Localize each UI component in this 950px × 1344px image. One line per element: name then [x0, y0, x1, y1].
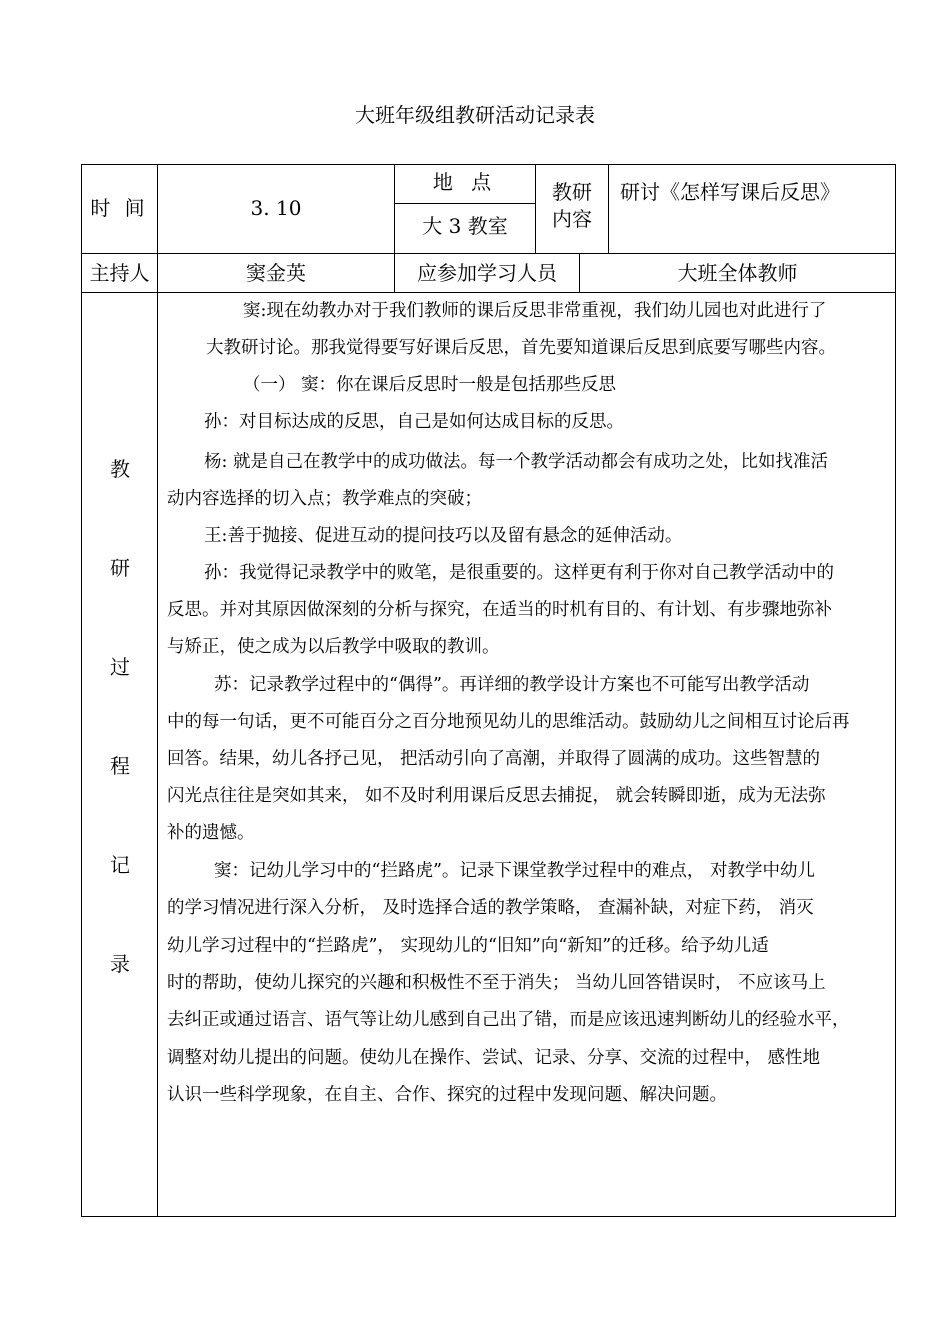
record-line: 补的遗憾。	[167, 823, 255, 843]
row1-divider-c	[608, 164, 609, 254]
label-column-divider	[157, 164, 158, 1217]
record-line: 大教研讨论。那我觉得要写好课后反思，首先要知道课后反思到底要写哪些内容。	[206, 338, 836, 358]
record-line: 回答。结果，幼儿各抒己见， 把活动引向了高潮，并取得了圆满的成功。这些智慧的	[167, 749, 821, 769]
document-title: 大班年级组教研活动记录表	[355, 103, 595, 127]
record-line: 的学习情况进行深入分析， 及时选择合适的教学策略， 查漏补缺，对症下药， 消灭	[167, 898, 814, 918]
record-line: 杨: 就是自己在教学中的成功做法。每一个教学活动都会有成功之处，比如找准活	[204, 452, 828, 472]
record-line: 动内容选择的切入点；教学难点的突破；	[167, 489, 482, 509]
process-label-char: 程	[110, 754, 130, 778]
time-label: 时 间	[90, 196, 149, 220]
process-label-char: 记	[110, 853, 130, 877]
record-line: 窦:现在幼教办对于我们教师的课后反思非常重视，我们幼儿园也对此进行了	[243, 301, 827, 321]
time-value: 3. 10	[250, 196, 302, 220]
record-line: 与矫正，使之成为以后教学中吸取的教训。	[167, 637, 500, 657]
table-border-bottom	[81, 1216, 896, 1217]
record-line: 中的每一句话，更不可能百分之百分地预见幼儿的思维活动。鼓励幼儿之间相互讨论后再	[167, 712, 850, 732]
record-line: 孙：我觉得记录教学中的败笔，是很重要的。这样更有利于你对自己教学活动中的	[204, 563, 834, 583]
record-line: 王:善于抛接、促进互动的提问技巧以及留有悬念的延伸活动。	[204, 526, 683, 546]
record-line: （一） 窦：你在课后反思时一般是包括那些反思	[243, 375, 617, 395]
process-label-char: 过	[110, 655, 130, 679]
topic-value: 研讨《怎样写课后反思》	[620, 180, 840, 204]
record-line: 苏：记录教学过程中的“偶得”。再详细的教学设计方案也不可能写出教学活动	[214, 675, 810, 695]
topic-label-line2: 内容	[552, 207, 592, 231]
row1-bottom-border	[81, 253, 896, 254]
process-label-char: 录	[110, 952, 130, 976]
topic-label-line1: 教研	[552, 180, 592, 204]
record-line: 幼儿学习过程中的“拦路虎”， 实现幼儿的“旧知”向“新知”的迁移。给予幼儿适	[167, 936, 769, 956]
record-line: 时的帮助，使幼儿探究的兴趣和积极性不至于消失； 当幼儿回答错误时， 不应该马上	[167, 973, 826, 993]
record-line: 去纠正或通过语言、语气等让幼儿感到自己出了错，而是应该迅速判断幼儿的经验水平，	[167, 1010, 850, 1030]
location-divider	[394, 203, 535, 204]
host-label: 主持人	[89, 261, 150, 285]
host-value: 窦金英	[246, 261, 306, 285]
table-border-top	[81, 164, 896, 165]
location-label: 地 点	[432, 170, 498, 194]
process-label-char: 研	[110, 556, 130, 580]
location-value: 大 3 教室	[422, 214, 508, 238]
record-line: 反思。并对其原因做深刻的分析与探究，在适当的时机有目的、有计划、有步骤地弥补	[167, 600, 832, 620]
attendees-label: 应参加学习人员	[417, 261, 557, 285]
attendees-value: 大班全体教师	[677, 261, 798, 285]
record-line: 闪光点往往是突如其来， 如不及时利用课后反思去捕捉， 就会转瞬即逝，成为无法弥	[167, 786, 826, 806]
record-line: 孙：对目标达成的反思，自己是如何达成目标的反思。	[204, 412, 624, 432]
record-line: 调整对幼儿提出的问题。使幼儿在操作、尝试、记录、分享、交流的过程中， 感性地	[167, 1048, 821, 1068]
process-label-char: 教	[110, 457, 130, 481]
table-border-left	[81, 164, 82, 1217]
table-border-right	[895, 164, 896, 1217]
record-line: 认识一些科学现象，在自主、合作、探究的过程中发现问题、解决问题。	[167, 1085, 727, 1105]
record-line: 窦：记幼儿学习中的“拦路虎”。记录下课堂教学过程中的难点， 对教学中幼儿	[214, 861, 815, 881]
